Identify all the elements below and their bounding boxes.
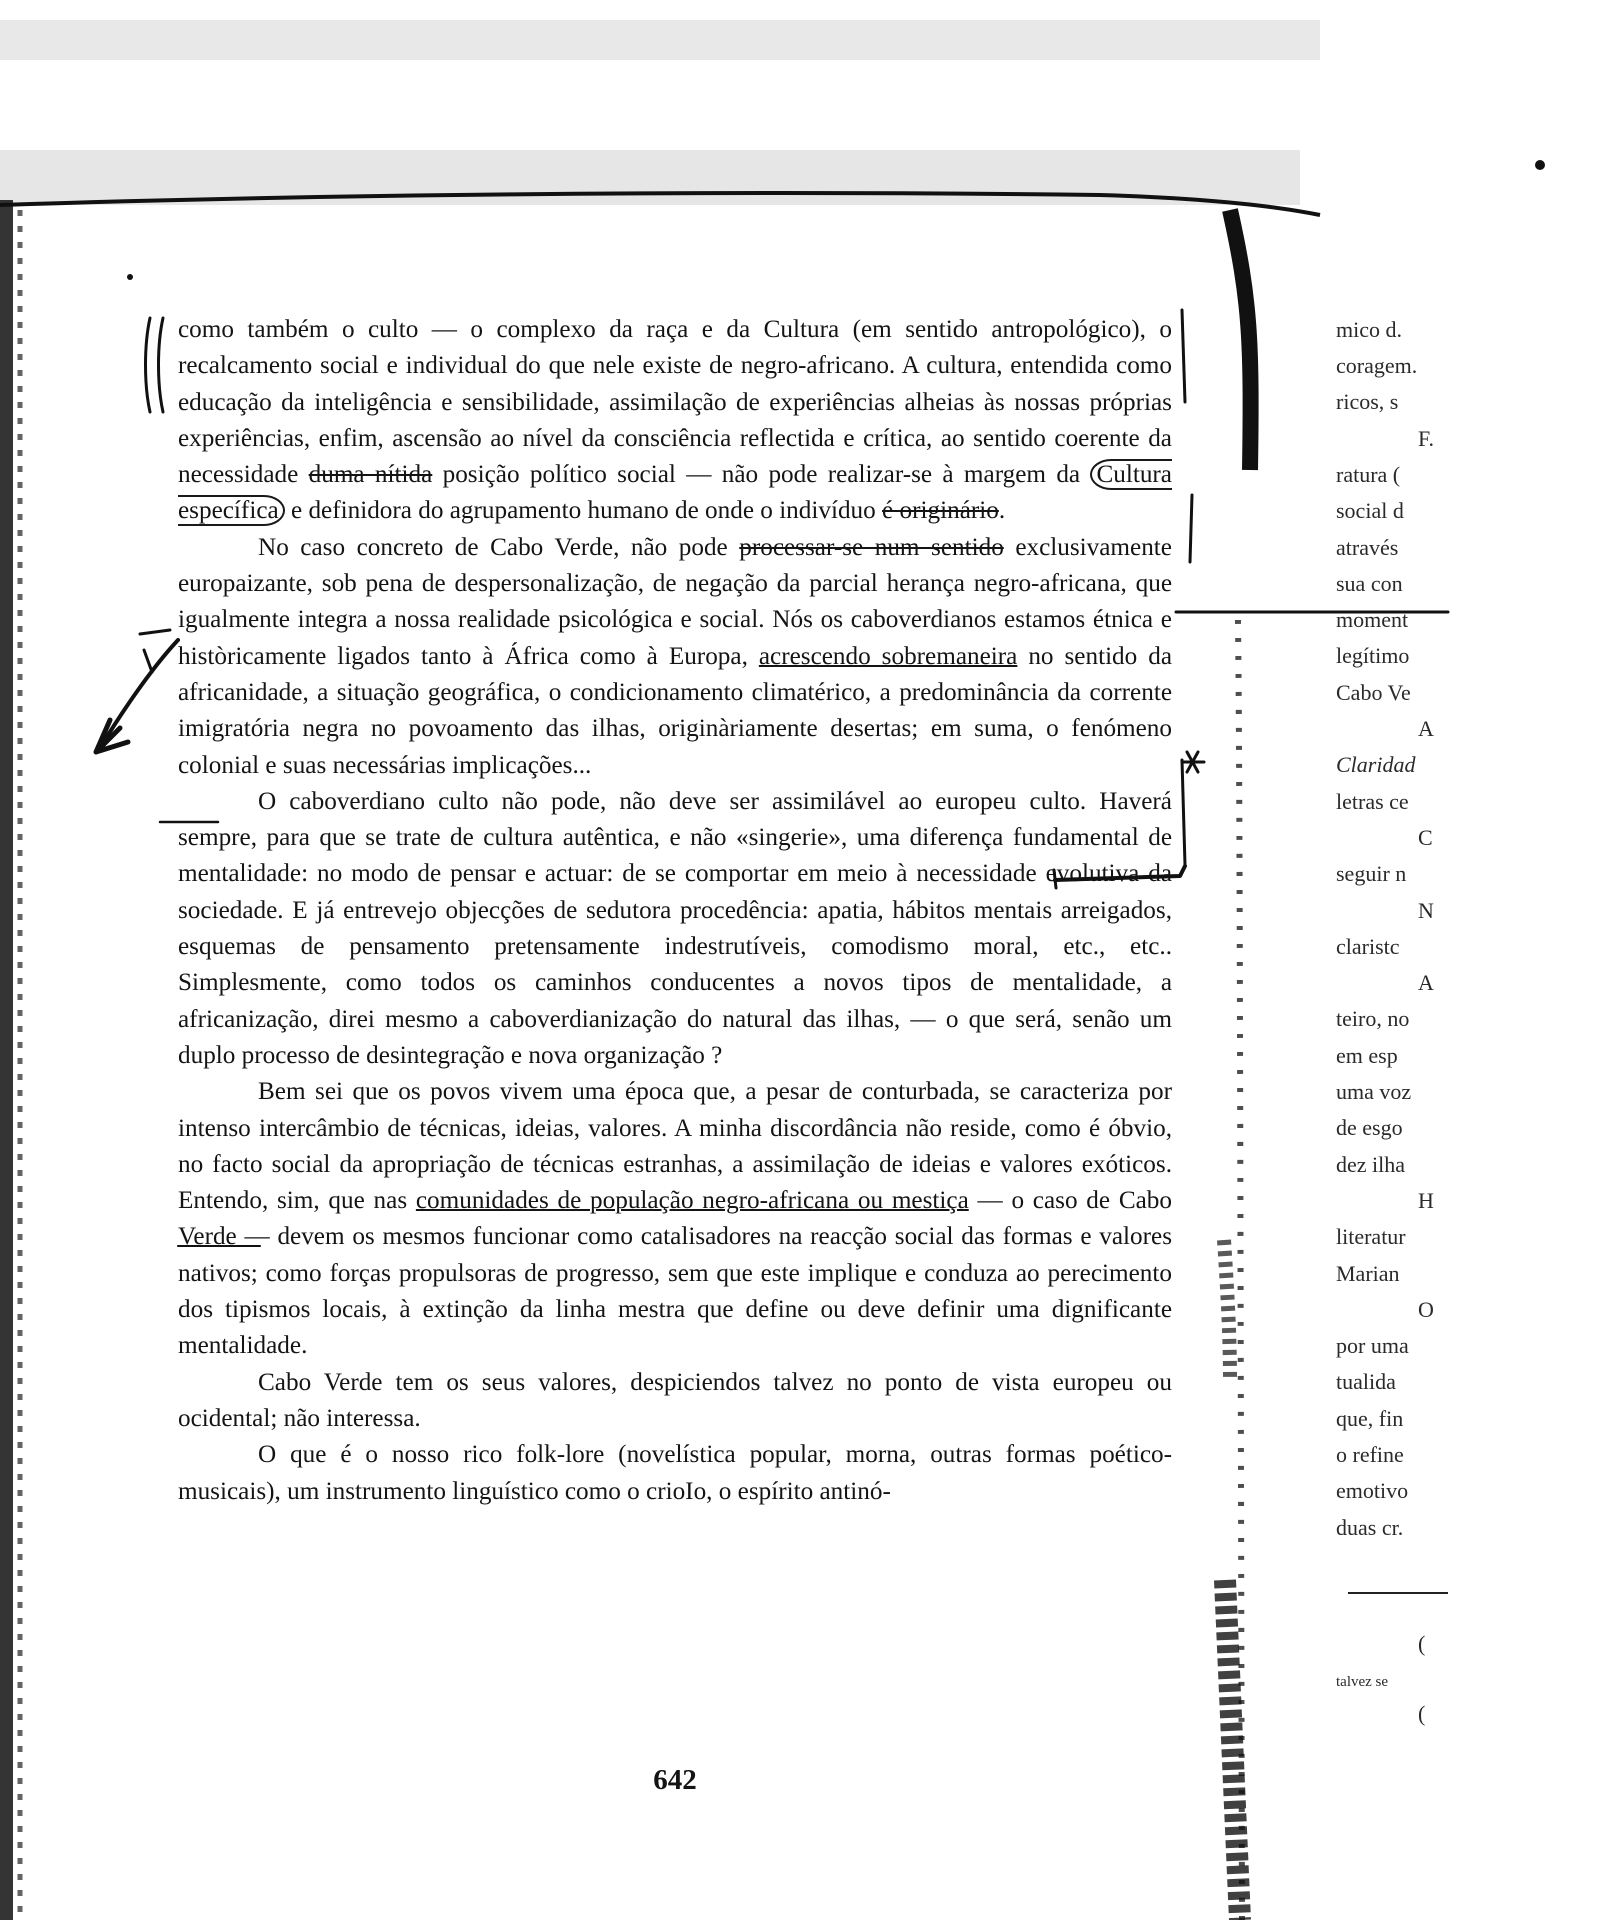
side-line: mico d. — [1336, 317, 1402, 342]
paragraph-4-rest: — o caso de Cabo Verde — devem os mesmos funcionar como catalisadores na reacção social das formas e valores nativos; como forças propulsoras de progresso, sem que este implique e conduza ao perecimento dos tipismos locais, à extinção da linha mestra que define ou deve definir uma dignificante mentalidade. — [178, 1187, 1172, 1360]
side-line: Claridad — [1336, 752, 1416, 777]
side-line: através — [1336, 535, 1399, 560]
side-line: seguir n — [1336, 861, 1407, 886]
side-line: moment — [1336, 607, 1409, 632]
underlined-text-comunidades: comunidades de população negro-africana ou mestiça — [415, 1187, 969, 1215]
side-line: por uma — [1336, 1333, 1409, 1358]
side-line: talvez se — [1336, 1674, 1389, 1690]
margin-bracket-right-middle — [1190, 495, 1192, 562]
side-line: duas cr. — [1336, 1515, 1404, 1540]
margin-bracket-right-top — [1182, 310, 1185, 402]
side-line: ratura ( — [1336, 462, 1401, 487]
paragraph-1-lead: como também o culto — o complexo da raça e da Cultura (em sentido antropológico), o recalcamento social e individual do que nele existe de negro-africano. A cultura, entendida como educação da inteligência e sensibilidade, assimilação de experiências alheias às nossas próprias experiências, enfim, ascensão ao nível da consciência reflectida e crítica, ao sentido coerente da — [178, 316, 1172, 452]
side-line: ricos, s — [1336, 389, 1399, 414]
side-line: o refine — [1336, 1442, 1404, 1467]
paragraph-1-end: . — [998, 497, 1006, 525]
side-line: O — [1418, 1297, 1434, 1322]
tick-mark — [144, 650, 152, 672]
side-line: claristc — [1336, 934, 1400, 959]
paragraph-1-continuation: posição político social — não pode realizar-se à margem da — [432, 461, 1091, 489]
side-line: ( — [1418, 1701, 1426, 1726]
side-line: emotivo — [1336, 1478, 1409, 1503]
side-line: legítimo — [1336, 643, 1410, 668]
margin-bracket-left-outer — [146, 318, 151, 412]
star-mark — [1182, 752, 1204, 772]
adjacent-page-footnote-rule — [1348, 1592, 1448, 1594]
main-text-column — [178, 312, 1172, 1510]
paragraph-2 — [178, 530, 1172, 784]
side-line: A — [1418, 716, 1434, 741]
side-line: dez ilha — [1336, 1152, 1406, 1177]
side-line: uma voz — [1336, 1079, 1412, 1104]
side-line: coragem. — [1336, 353, 1418, 378]
paragraph-2-middle: exclusivamente europaizante, sob pena de despersonalização, de negação da parcial herança negro-africana, que igualmente integra a nossa realidade psicológica e social. Nós os caboverdianos estamos étnica e històricamente ligados tanto à África como à Europa, — [178, 533, 1172, 670]
paragraph-4 — [178, 1074, 1172, 1364]
side-line: H — [1418, 1188, 1434, 1213]
dash-mark — [140, 630, 170, 634]
margin-bracket-left-inner — [159, 318, 164, 412]
side-line: Cabo Ve — [1336, 680, 1411, 705]
paragraph-2-end: no sentido da africanidade, a situação geográfica, o condicionamento climatérico, a predominância da corrente imigratória negra no povoamento das ilhas, originàriamente desertas; em suma, o fenómeno colonial e suas necessárias implicações... — [178, 642, 1172, 779]
margin-arrow-head — [96, 720, 128, 752]
bracket-right-lower — [1182, 760, 1185, 865]
paragraph-1-continuation-2: e definidora do agrupamento humano de onde o indivíduo — [284, 497, 883, 525]
side-line: C — [1418, 825, 1433, 850]
side-line: sua con — [1336, 571, 1403, 596]
side-line: A — [1418, 970, 1434, 995]
side-line: teiro, no — [1336, 1006, 1410, 1031]
side-line: Marian — [1336, 1261, 1400, 1286]
side-line: literatur — [1336, 1224, 1406, 1249]
paragraph-5: Cabo Verde tem os seus valores, despiciendos talvez no ponto de vista europeu ou ocidental; não interessa. — [178, 1368, 1172, 1432]
circled-phrase: Cultura específica — [178, 461, 1172, 525]
adjacent-page-column — [1336, 312, 1450, 1732]
struck-text-originario: é originário — [882, 497, 999, 525]
side-line: social d — [1336, 498, 1404, 523]
side-line: N — [1418, 898, 1434, 923]
side-line: F. — [1418, 426, 1434, 451]
paragraph-2-start: No caso concreto de Cabo Verde, não pode — [258, 533, 740, 561]
side-line: em esp — [1336, 1043, 1398, 1068]
paragraph-6: O que é o nosso rico folk-lore (novelística popular, morna, outras formas poético-musicais), um instrumento linguístico como o crioIo, o espírito antinó- — [178, 1441, 1172, 1505]
underlined-text-acrescendo: acrescendo sobremaneira — [758, 642, 1018, 670]
side-line: letras ce — [1336, 789, 1409, 814]
paragraph-4-start: Bem sei que os povos vivem uma época que, a pesar de conturbada, se caracteriza por intenso intercâmbio de técnicas, ideias, valores. A minha discordância não reside, como é óbvio, no facto social da apropriação de técnicas estranhas, a assimilação de ideias e valores exóticos. Entendo, sim, que nas — [178, 1078, 1172, 1215]
paragraph-3: O caboverdiano culto não pode, não deve ser assimilável ao europeu culto. Haverá sempre, para que se trate de cultura autêntica, e não «singerie», uma diferença fundamental de mentalidade: no modo de pensar e actuar: de se comportar em meio à necessidade evolutiva da sociedade. E já entrevejo objecções de sedutora procedência: apatia, hábitos mentais arreigados, esquemas de pensamento pretensamente indestrutíveis, comodismo moral, etc., etc.. Simplesmente, como todos os caminhos conducentes a novos tipos de mentalidade, a africanização, direi mesmo a caboverdianização do natural das ilhas, — o que será, senão um duplo processo de desintegração e nova organização ? — [178, 787, 1172, 1069]
struck-text-nitida: duma nítida — [308, 461, 433, 489]
side-line: tualida — [1336, 1369, 1396, 1394]
paragraph-1: como também o culto — o complexo da raça e da Cultura (em sentido antropológico), o recalcamento social e individual do que nele existe de negro-africano. A cultura, entendida como educação da inteligência e sensibilidade, assimilação de experiências alheias às nossas próprias experiências, enfim, ascensão ao nível da consciência reflectida e crítica, ao sentido coerente da necessidade duma nítida posição político social — não pode realizar-se à margem da Cultura específica e definidora do agrupamento humano de onde o indivíduo é originário. — [178, 316, 1172, 525]
page-number: 642 — [653, 1764, 697, 1796]
side-line: ( — [1418, 1631, 1426, 1656]
struck-text-processar: processar-se num sentido — [739, 533, 1004, 561]
margin-arrow-stroke — [100, 640, 178, 748]
side-line: de esgo — [1336, 1115, 1403, 1140]
side-line: que, fin — [1336, 1406, 1404, 1431]
